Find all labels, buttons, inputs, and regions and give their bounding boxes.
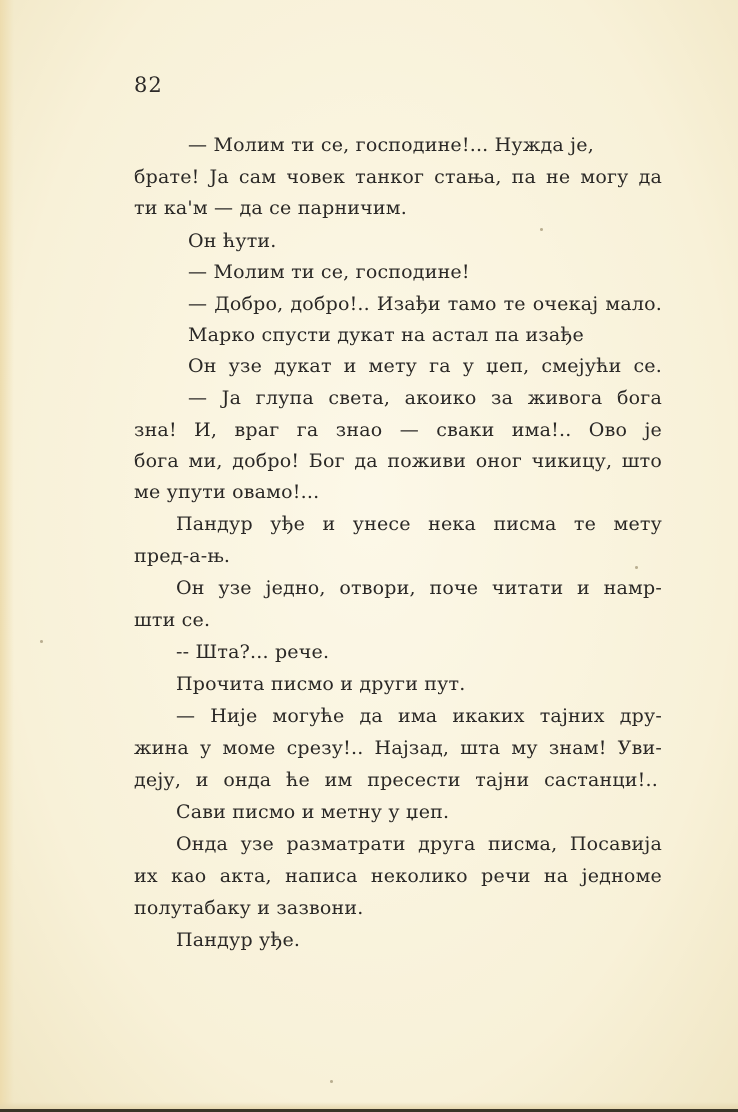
text-line: ти ка'м — да се парничим. — [134, 197, 408, 219]
text-line: Онда узе разматрати друга писма, Посавија — [176, 833, 662, 855]
page-number: 82 — [134, 73, 163, 97]
text-line: деју, и онда ће им пресести тајни састанци!.. — [134, 769, 658, 791]
text-line: зна! И, враг га знао — сваки има!.. Ово је — [134, 419, 662, 441]
text-line: — Није могуће да има икаких тајних дру- — [176, 705, 662, 727]
page-edge-shadow — [0, 0, 14, 1112]
text-line: Сави писмо и метну у џеп. — [176, 801, 450, 823]
text-line: полутабаку и зазвони. — [134, 897, 364, 919]
text-line: — Молим ти се, господине! — [188, 261, 470, 283]
text-line: Пандур уђе. — [176, 929, 301, 951]
text-line: бога ми, добро! Бог да поживи оног чикицу, што — [134, 450, 662, 472]
text-line: — Молим ти се, господине!... Нужда је, — [188, 134, 594, 156]
page-bottom-edge — [0, 1102, 738, 1112]
text-line: пред-а-њ. — [134, 545, 231, 567]
text-line: жина у моме срезу!.. Најзад, шта му знам! Уви- — [134, 737, 662, 759]
text-line: Пандур уђе и унесе нека писма те мету — [176, 513, 662, 535]
text-line: брате! Ја сам човек танког стања, па не могу да — [134, 166, 662, 188]
text-line: Он ћути. — [188, 230, 277, 252]
text-line: Марко спусти дукат на астал па изађе — [188, 324, 584, 346]
paper-speck — [635, 566, 638, 569]
text-line: — Добро, добро!.. Изађи тамо те очекај мало. — [188, 293, 662, 315]
paper-speck — [540, 228, 543, 231]
text-line: Прочита писмо и други пут. — [176, 673, 466, 695]
text-line: шти се. — [134, 609, 211, 631]
text-line: их као акта, написа неколико речи на једноме — [134, 865, 662, 887]
text-line: -- Шта?... рече. — [176, 641, 330, 663]
text-line: Он узе дукат и мету га у џеп, смејући се. — [188, 355, 662, 377]
paper-speck — [40, 640, 43, 643]
paper-speck — [330, 1080, 333, 1083]
text-line: — Ја глупа света, акоико за живога бога — [188, 387, 662, 409]
text-line: ме упути овамо!... — [134, 481, 320, 503]
text-line: Он узе једно, отвори, поче читати и намр- — [176, 577, 662, 599]
